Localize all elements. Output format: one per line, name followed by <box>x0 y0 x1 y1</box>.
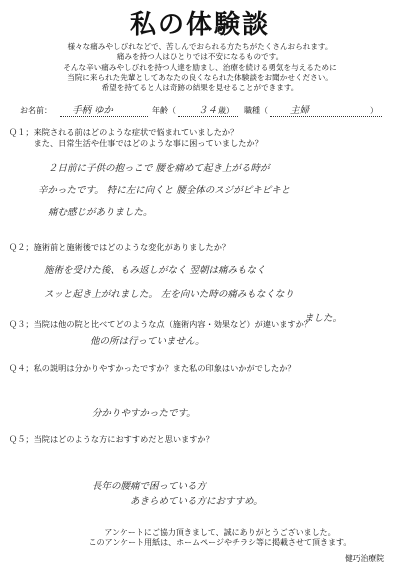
question-2 <box>9 242 389 253</box>
answer-3 <box>90 333 400 347</box>
answer-text: スッと起き上がれました。 左を向いた時の痛みもなくなり <box>44 289 294 300</box>
name-line <box>60 116 148 117</box>
question-text: Ｑ４；私の説明は分かりやすかったですか？また私の印象はいかがでしたか？ <box>9 363 296 373</box>
clinic-name: 健巧治療院 <box>345 554 384 563</box>
answer-text: 施術を受けた後、もみ返しがなく 翌朝は痛みもなく <box>44 265 266 276</box>
job-value: 主婦 <box>290 105 310 116</box>
question-text: Ｑ１；来院される前はどのような症状で悩まれていましたか？ <box>9 127 239 137</box>
age-suffix: 歳） <box>218 106 234 115</box>
footer-line: アンケートにご協力頂きまして、誠にありがとうございました。 <box>104 528 336 537</box>
intro-line: 当院に来られた先輩としてあなたの良くなられた体験談をお聞かせください。 <box>67 72 333 82</box>
answer-text: 長年の腰痛で困っている方 <box>92 481 207 492</box>
age-value: ３４ <box>198 105 218 116</box>
footer-text <box>70 528 370 549</box>
footer-line: このアンケート用紙は、ホームページやチラシ等に掲載させて頂きます。 <box>88 538 352 548</box>
answer-text: ました。 <box>304 313 343 324</box>
age-label: 年齢（ <box>152 106 176 115</box>
name-value: 手柄 ゆか <box>72 105 114 116</box>
intro-line: 様々な痛みやしびれなどで、苦しんでおられる方たちがたくさんおられます。 <box>67 42 333 51</box>
question-text: また、日常生活や仕事ではどのような事に困っていましたか？ <box>9 138 263 148</box>
question-text: Ｑ５；当院はどのような方におすすめだと思いますか？ <box>9 434 214 444</box>
question-3 <box>9 319 389 330</box>
job-suffix: ） <box>370 106 378 115</box>
answer-text: 他の所は行っていません。 <box>90 336 205 347</box>
age-line <box>178 116 238 117</box>
answer-text: 辛かったです。 特に左に向くと 腰全体のスジがピキピキと <box>38 185 291 196</box>
question-4 <box>9 363 389 374</box>
question-1 <box>9 127 389 149</box>
intro-line: 痛みを持つ人はひとりでは不安になるものです。 <box>116 52 284 62</box>
answer-5 <box>92 478 400 508</box>
answer-text: 痛む感じがありました。 <box>48 207 153 218</box>
intro-text <box>14 42 386 93</box>
answer-text: あきらめている方におすすめ。 <box>130 496 263 507</box>
job-line <box>270 116 382 117</box>
question-text: Ｑ２；施術前と施術後ではどのような変化がありましたか？ <box>9 242 231 252</box>
answer-1 <box>38 160 378 226</box>
intro-line: そんな辛い痛みやしびれを持つ人達を励まし、治療を続ける勇気を与えるために <box>63 62 337 72</box>
respondent-fields <box>0 101 400 119</box>
answer-text: ２日前に子供の抱っこで 腰を痛めて起き上がる時が <box>48 163 270 174</box>
question-text: Ｑ３；当院は他の院と比べてどのような点（施術内容・効果など）が違いますか？ <box>9 319 312 329</box>
question-5 <box>9 434 389 445</box>
page-title: 私の体験談 <box>129 10 270 40</box>
answer-4 <box>92 405 400 419</box>
job-label: 職種（ <box>244 106 268 115</box>
intro-line: 希望を持てると人は奇跡の結果を見せることができます。 <box>101 83 299 93</box>
answer-text: 分かりやすかったです。 <box>92 408 196 419</box>
name-label: お名前： <box>20 106 52 115</box>
